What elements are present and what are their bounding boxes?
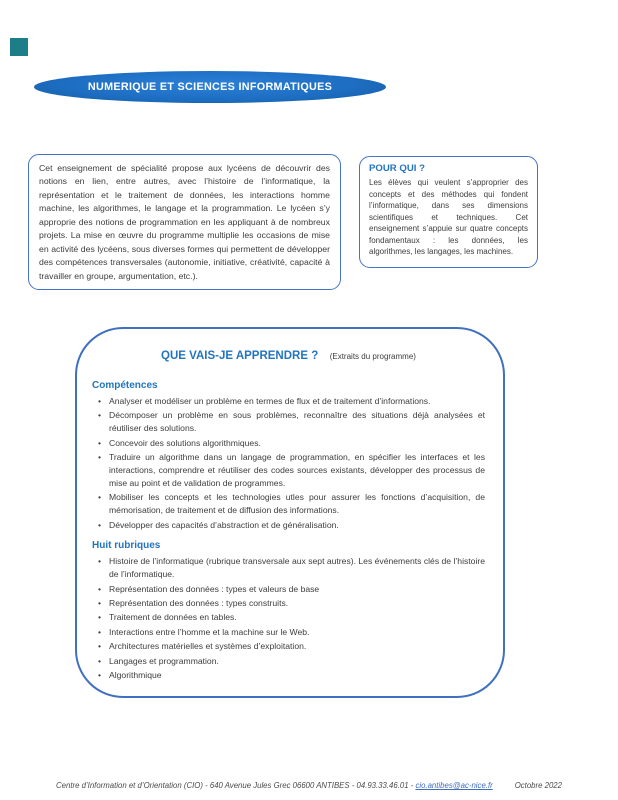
list-item: • Histoire de l’informatique (rubrique transversale aux sept autres). Les événements clés de l’histoire de l’informatique.: [97, 555, 485, 581]
pour-qui-box: [359, 156, 538, 268]
intro-box: [28, 154, 341, 290]
footer: [0, 781, 618, 790]
rubriques-list: [90, 555, 487, 682]
learn-title: QUE VAIS-JE APPRENDRE ?: [161, 350, 319, 362]
list-item: • Interactions entre l’homme et la machine sur le Web.: [97, 626, 485, 639]
learn-title-row: [90, 346, 487, 364]
corner-accent-square: [10, 38, 28, 56]
email-link[interactable]: cio.antibes@ac-nice.fr: [415, 781, 493, 790]
list-item: • Langages et programmation.: [97, 655, 485, 668]
list-item: • Algorithmique: [97, 669, 485, 682]
competences-heading: Compétences: [92, 380, 158, 391]
footer-info: Centre d’Information et d’Orientation (CIO) - 640 Avenue Jules Grec 06600 ANTIBES - 04.93.33.46.01 -: [56, 781, 416, 790]
list-item: • Décomposer un problème en sous problèmes, reconnaître des situations déjà analysées et réutiliser des solutions.: [97, 409, 485, 435]
list-item: • Architectures matérielles et systèmes d’exploitation.: [97, 640, 485, 653]
list-item: • Analyser et modéliser un problème en termes de flux et de traitement d’informations.: [97, 395, 485, 408]
intro-text: Cet enseignement de spécialité propose aux lycéens de découvrir des notions en lien, entre autres, avec l’histoire de l’informatique, la représentation et le traitement de données, les interactions homme machine, les algorithmes, le langage et la programmation. Le lycéen s’y approprie des notions de programmation en les appliquant à de nombreux projets. La mise en œuvre du programme multiplie les occasions de mise en activité des lycéens, sous diverses formes qui permettent de développer des compétences transversales (autonomie, initiative, créativité, capacité à travailler en groupe, argumentation, etc.).: [39, 163, 330, 281]
list-item: • Représentation des données : types construits.: [97, 597, 485, 610]
list-item: • Développer des capacités d’abstraction et de généralisation.: [97, 519, 485, 532]
learn-subtitle: (Extraits du programme): [329, 352, 416, 361]
list-item: • Mobiliser les concepts et les technologies utles pour assurer les fonctions d’acquisition, de mémorisation, de traitement et de diffusion des informations.: [97, 491, 485, 517]
pour-qui-text: Les élèves qui veulent s’approprier des concepts et des méthodes qui fondent l’informatique, dans ses dimensions scientifiques et techniques. Cet enseignement s’appuie sur quatre concepts fondamentaux : les données, les algorithmes, les langages, les machines.: [369, 178, 528, 257]
footer-date: Octobre 2022: [514, 781, 562, 790]
page-title: NUMERIQUE ET SCIENCES INFORMATIQUES: [87, 81, 333, 93]
competences-list: [90, 395, 487, 531]
rubriques-heading: Huit rubriques: [92, 540, 161, 552]
learn-box: [75, 327, 505, 698]
list-item: • Traitement de données en tables.: [97, 611, 485, 624]
list-item: • Représentation des données : types et valeurs de base: [97, 583, 485, 596]
list-item: • Concevoir des solutions algorithmiques.: [97, 437, 485, 450]
list-item: • Traduire un algorithme dans un langage de programmation, en spécifier les interfaces et les interactions, comprendre et réutiliser des codes sources existants, développer des processus de mise au point et de validation de programmes.: [97, 451, 485, 490]
title-banner: [34, 71, 386, 103]
pour-qui-title: POUR QUI ?: [369, 163, 425, 174]
